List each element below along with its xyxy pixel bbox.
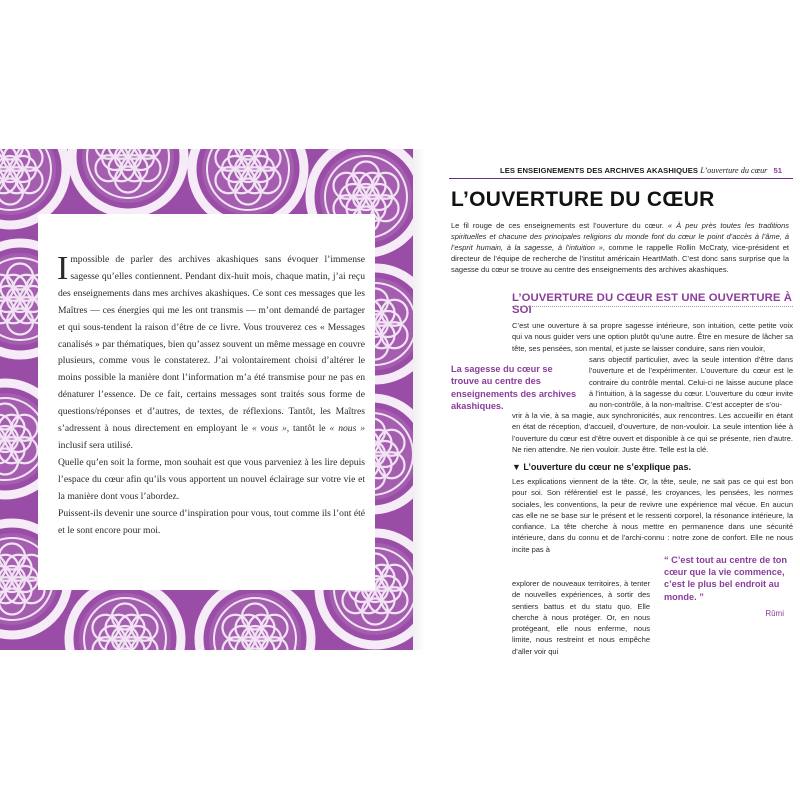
section-divider [512, 306, 793, 307]
page-number: 51 [773, 166, 782, 175]
header-divider [449, 178, 793, 179]
intro-card [38, 214, 375, 590]
running-header-book-title: LES ENSEIGNEMENTS DES ARCHIVES AKASHIQUES [500, 166, 699, 175]
body-paragraph: vrir à la vie, à sa magie, aux synchronicités, aux rencontres. Les accueillir en étant en état de réception, d’accueil, d’ouverture, de non-vouloir. La seule intention liée à l’ouverture du cœur est d’être ouvert et disponible à ce qui se présente, rien d’autre. Ne rien attendre. Ne rien vouloir. Juste être. Telle est la clé. [512, 411, 793, 454]
quote-author: Rûmi [765, 608, 784, 618]
body-paragraph: C’est une ouverture à sa propre sagesse intérieure, son intuition, cette petite voix qui va nous guider vers une option plutôt qu’une autre. Être en mesure de lâcher sa tête, ses pensées, son mental, et juste se laisser conduire, sans rien vouloir, [512, 321, 793, 353]
drop-cap: I [57, 250, 69, 287]
running-header-chapter: L’ouverture du cœur [700, 166, 768, 175]
quote-box [664, 554, 790, 618]
intro-paragraph: Quelle qu’en soit la forme, mon souhait est que vous parveniez à les lire depuis l’espace du cœur afin qu’ils vous apportent un nouvel éclairage sur votre vie et la manière dont vous l’abordez. [58, 456, 365, 502]
page-gutter [413, 149, 425, 650]
subheading: ▼ L’ouverture du cœur ne s’explique pas. [512, 462, 691, 472]
pull-quote: La sagesse du cœur se trouve au centre des enseignements des archives akashiques. [451, 364, 577, 412]
body-paragraph: explorer de nouveaux territoires, à tenter de nouvelles expériences, à sortir des sentiers battus et du statu quo. Elle cherche à nous protéger. Or, en nous protégeant, elle nous enferme, nous limite, nous restreint et nous empêche d’aller voir qui [512, 579, 650, 656]
quote-text: “ C’est tout au centre de ton cœur que la vie commence, c’est le plus bel endroit au monde. ” [664, 555, 788, 602]
running-header [500, 166, 793, 175]
intro-paragraph: Impossible de parler des archives akashiques sans évoquer l’immense sagesse qu’elles contiennent. Pendant dix-huit mois, chaque matin, j’ai reçu des enseignements dans mes archives akashiques. Ce sont ces messages que les Maîtres — ces énergies qui me les ont transmis — m’ont demandé de partager et qui sous-tendent la raison d’être de ce livre. Vous trouverez ces « Messages canalisés » par thématiques, bien qu’assez souvent un même message en couvre plusieurs, comme vous le constaterez. J’ai volontairement choisi d’altérer le moins possible la manière dont l’information m’a été transmise pour ne pas en dénaturer l’essence. De ce fait, certains messages sont traités sous forme de questions/réponses et d’autres, de textes, de réflexions. Tantôt, les Maîtres s’adressent à nous directement en employant le « vous », tantôt le « nous » inclusif sera utilisé. [57, 250, 365, 451]
body-paragraph: Les explications viennent de la tête. Or, la tête, seule, ne sait pas ce qui est bon pour soi. Son référentiel est le passé, les croyances, les pensées, les normes sociales, les conventions, la peur de revivre une expérience mal vécue. En aucun cas elle ne se base sur le présent et le ressenti corporel, la résonance intérieure, la confiance. La tête cherche à nous mettre en permanence dans une sécurité intérieure, dans du connu et de l’archi-connu : notre zone de confort. Elle ne nous incite pas à [512, 477, 793, 554]
body-paragraph: sans objectif particulier, avec la seule intention d’être dans l’ouverture et de l’expérimenter. L’ouverture du cœur est le contraire du contrôle mental. Celui-ci ne laisse aucune place à l’intuition, à la sagesse du cœur. L’ouverture du cœur invite au non-contrôle, à la non-maîtrise. C’est accepter de s’ou- [589, 355, 793, 410]
section-title: L’OUVERTURE DU CŒUR EST UNE OUVERTURE À SOI [512, 292, 793, 316]
chapter-intro-paragraph: Le fil rouge de ces enseignements est l’ouverture du cœur. « À peu près toutes les traditions spirituelles et chacune des principales religions du monde font du cœur le point d’accès à l’âme, à l’esprit humain, à la sagesse, à l’intuition », comme le rappelle Rollin McCraty, vice-président et directeur de l’équipe de recherche de l’institut américain HeartMath. C’est donc sans surprise que la sagesse du cœur se trouve au centre des enseignements des archives akashiques. [451, 221, 789, 274]
intro-text [58, 252, 365, 539]
chapter-title: L’OUVERTURE DU CŒUR [451, 188, 715, 211]
intro-paragraph: Puissent-ils devenir une source d’inspiration pour vous, tout comme ils l’ont été et le sont encore pour moi. [58, 507, 365, 536]
